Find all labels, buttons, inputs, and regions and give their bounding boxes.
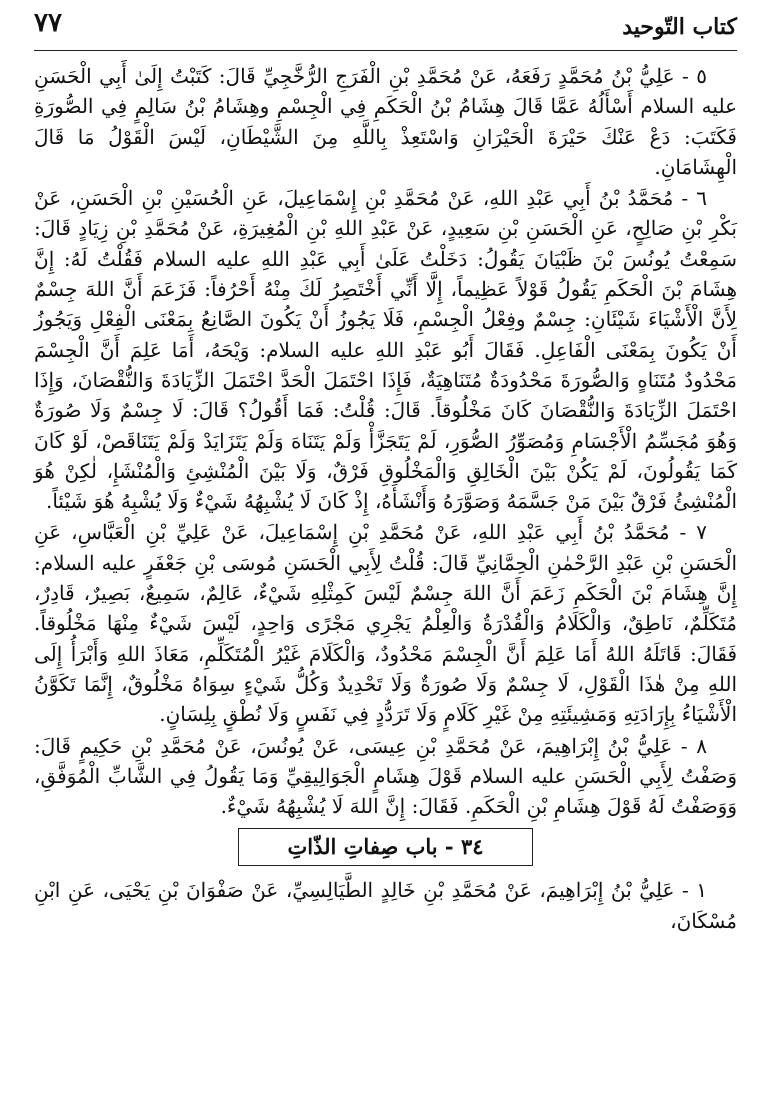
page-header [34, 0, 737, 51]
hadith-5: ٥ - عَلِيُّ بْنُ مُحَمَّدٍ رَفَعَهُ، عَنْ مُحَمَّدِ بْنِ الْفَرَجِ الرُّخَّجِيِّ قَالَ: كَتَبْتُ إِلَىٰ أَبِي الْحَسَنِ عليه السلام أَسْأَلُهُ عَمَّا قَالَ هِشَامُ بْنُ الْحَكَمِ فِي الْجِسْمِ وهِشَامُ بْنُ سَالِمٍ فِي الصُّورَةِ فَكَتَبَ: دَعْ عَنْكَ حَيْرَةَ الْحَيْرَانِ وَاسْتَعِذْ بِاللَّهِ مِنَ الشَّيْطَانِ، لَيْسَ الْقَوْلُ مَا قَالَ الْهِشَامَانِ. [34, 64, 737, 179]
hadith-7: ٧ - مُحَمَّدُ بْنُ أَبِي عَبْدِ اللهِ، عَنْ مُحَمَّدِ بْنِ إِسْمَاعِيلَ، عَنْ عَلِيِّ بْنِ الْعَبَّاسِ، عَنِ الْحَسَنِ بْنِ عَبْدِ الرَّحْمٰنِ الْحِمَّانِيِّ قَالَ: قُلْتُ لِأَبِي الْحَسَنِ مُوسَى بْنِ جَعْفَرٍ عليه السلام: إِنَّ هِشَامَ بْنَ الْحَكَمِ زَعَمَ أَنَّ اللهَ جِسْمٌ لَيْسَ كَمِثْلِهِ شَيْءٌ، عَالِمٌ، سَمِيعٌ، بَصِيرٌ، قَادِرٌ، مُتَكَلِّمٌ، نَاطِقٌ، وَالْكَلَامُ وَالْقُدْرَةُ وَالْعِلْمُ يَجْرِي مَجْرًى وَاحِدٍ، لَيْسَ شَيْءٌ مِنْهَا مَخْلُوقاً. فَقَالَ: قَاتَلَهُ اللهُ أَمَا عَلِمَ أَنَّ الْجِسْمَ مَحْدُودٌ، وَالْكَلَامَ غَيْرُ الْمُتَكَلِّمِ، مَعَاذَ اللهِ وَأَبْرَأُ إِلَى اللهِ مِنْ هٰذَا الْقَوْلِ، لَا جِسْمٌ وَلَا صُورَةٌ وَلَا تَحْدِيدٌ وَكُلُّ شَيْءٍ سِوَاهُ مَخْلُوقٌ، إِنَّمَا تَكَوَّنُ الْأَشْيَاءُ بِإِرَادَتِهِ وَمَشِيئَتِهِ مِنْ غَيْرِ كَلَامٍ وَلَا تَرَدُّدٍ فِي نَفَسٍ وَلَا نُطْقٍ بِلِسَانٍ. [34, 520, 737, 727]
hadith-6: ٦ - مُحَمَّدُ بْنُ أَبِي عَبْدِ اللهِ، عَنْ مُحَمَّدِ بْنِ إِسْمَاعِيلَ، عَنِ الْحُسَيْنِ بْنِ الْحَسَنِ، عَنْ بَكْرِ بْنِ صَالِحٍ، عَنِ الْحَسَنِ بْنِ سَعِيدٍ، عَنْ عَبْدِ اللهِ بْنِ الْمُغِيرَةِ، عَنْ مُحَمَّدِ بْنِ زِيَادٍ قَالَ: سَمِعْتُ يُونُسَ بْنَ ظَبْيَانَ يَقُولُ: دَخَلْتُ عَلَىٰ أَبِي عَبْدِ اللهِ عليه السلام فَقُلْتُ لَهُ: إِنَّ هِشَامَ بْنَ الْحَكَمِ يَقُولُ قَوْلاً عَظِيماً، إِلَّا أَنِّي أَخْتَصِرُ لَكَ مِنْهُ أَحْرُفاً: فَزَعَمَ أَنَّ اللهَ جِسْمٌ لِأَنَّ الْأَشْيَاءَ شَيْئَانِ: جِسْمٌ وفِعْلُ الْجِسْمِ، فَلَا يَجُوزُ أَنْ يَكُونَ الصَّانِعُ بِمَعْنَى الْفِعْلِ وَيَجُوزُ أَنْ يَكُونَ بِمَعْنَى الْفَاعِلِ. فَقَالَ أَبُو عَبْدِ اللهِ عليه السلام: وَيْحَهُ، أَمَا عَلِمَ أَنَّ الْجِسْمَ مَحْدُودٌ مُتَنَاهٍ وَالصُّورَةَ مَحْدُودَةٌ مُتَنَاهِيَةٌ، فَإِذَا احْتَمَلَ الْحَدَّ احْتَمَلَ الزِّيَادَةَ وَالنُّقْصَانَ، وَإِذَا احْتَمَلَ الزِّيَادَةَ وَالنُّقْصَانَ كَانَ مَخْلُوقاً. قَالَ: قُلْتُ: فَمَا أَقُولُ؟ قَالَ: لَا جِسْمٌ وَلَا صُورَةٌ وَهُوَ مُجَسِّمُ الْأَجْسَامِ وَمُصَوِّرُ الصُّوَرِ، لَمْ يَتَجَزَّأْ وَلَمْ يَتَنَاهَ وَلَمْ يَتَزَايَدْ وَلَمْ يَتَنَاقَصْ، لَوْ كَانَ كَمَا يَقُولُونَ، لَمْ يَكُنْ بَيْنَ الْخَالِقِ وَالْمَخْلُوقِ فَرْقٌ، وَلَا بَيْنَ الْمُنْشِئِ وَالْمُنْشَإِ، لٰكِنْ هُوَ الْمُنْشِئُ فَرْقٌ بَيْنَ مَنْ جَسَّمَهُ وَصَوَّرَهُ وَأَنْشَأَهُ، إِذْ كَانَ لَا يُشْبِهُهُ شَيْءٌ وَلَا يُشْبِهُ هُوَ شَيْئاً. [34, 186, 737, 514]
page-body [34, 61, 737, 936]
book-title: كتاب التّوحيد [622, 14, 737, 40]
chapter-heading: ٣٤ - باب صِفاتِ الذّاتِ [238, 828, 532, 866]
hadith-1-next-chapter: ١ - عَلِيُّ بْنُ إِبْرَاهِيمَ، عَنْ مُحَمَّدِ بْنِ خَالِدٍ الطَّيَالِسِيِّ، عَنْ صَفْوَانَ بْنِ يَحْيَى، عَنِ ابْنِ مُسْكَانَ، [34, 878, 737, 933]
hadith-8: ٨ - عَلِيُّ بْنُ إِبْرَاهِيمَ، عَنْ مُحَمَّدِ بْنِ عِيسَى، عَنْ يُونُسَ، عَنْ مُحَمَّدِ بْنِ حَكِيمٍ قَالَ: وَصَفْتُ لِأَبِي الْحَسَنِ عليه السلام قَوْلَ هِشَامٍ الْجَوَالِيقِيِّ وَمَا يَقُولُ فِي الشَّابِّ الْمُوَفَّقِ، وَوَصَفْتُ لَهُ قَوْلَ هِشَامِ بْنِ الْحَكَمِ. فَقَالَ: إِنَّ اللهَ لَا يُشْبِهُهُ شَيْءٌ. [34, 733, 737, 819]
chapter-heading-wrap [34, 828, 737, 866]
page-number: ٧٧ [34, 8, 62, 38]
